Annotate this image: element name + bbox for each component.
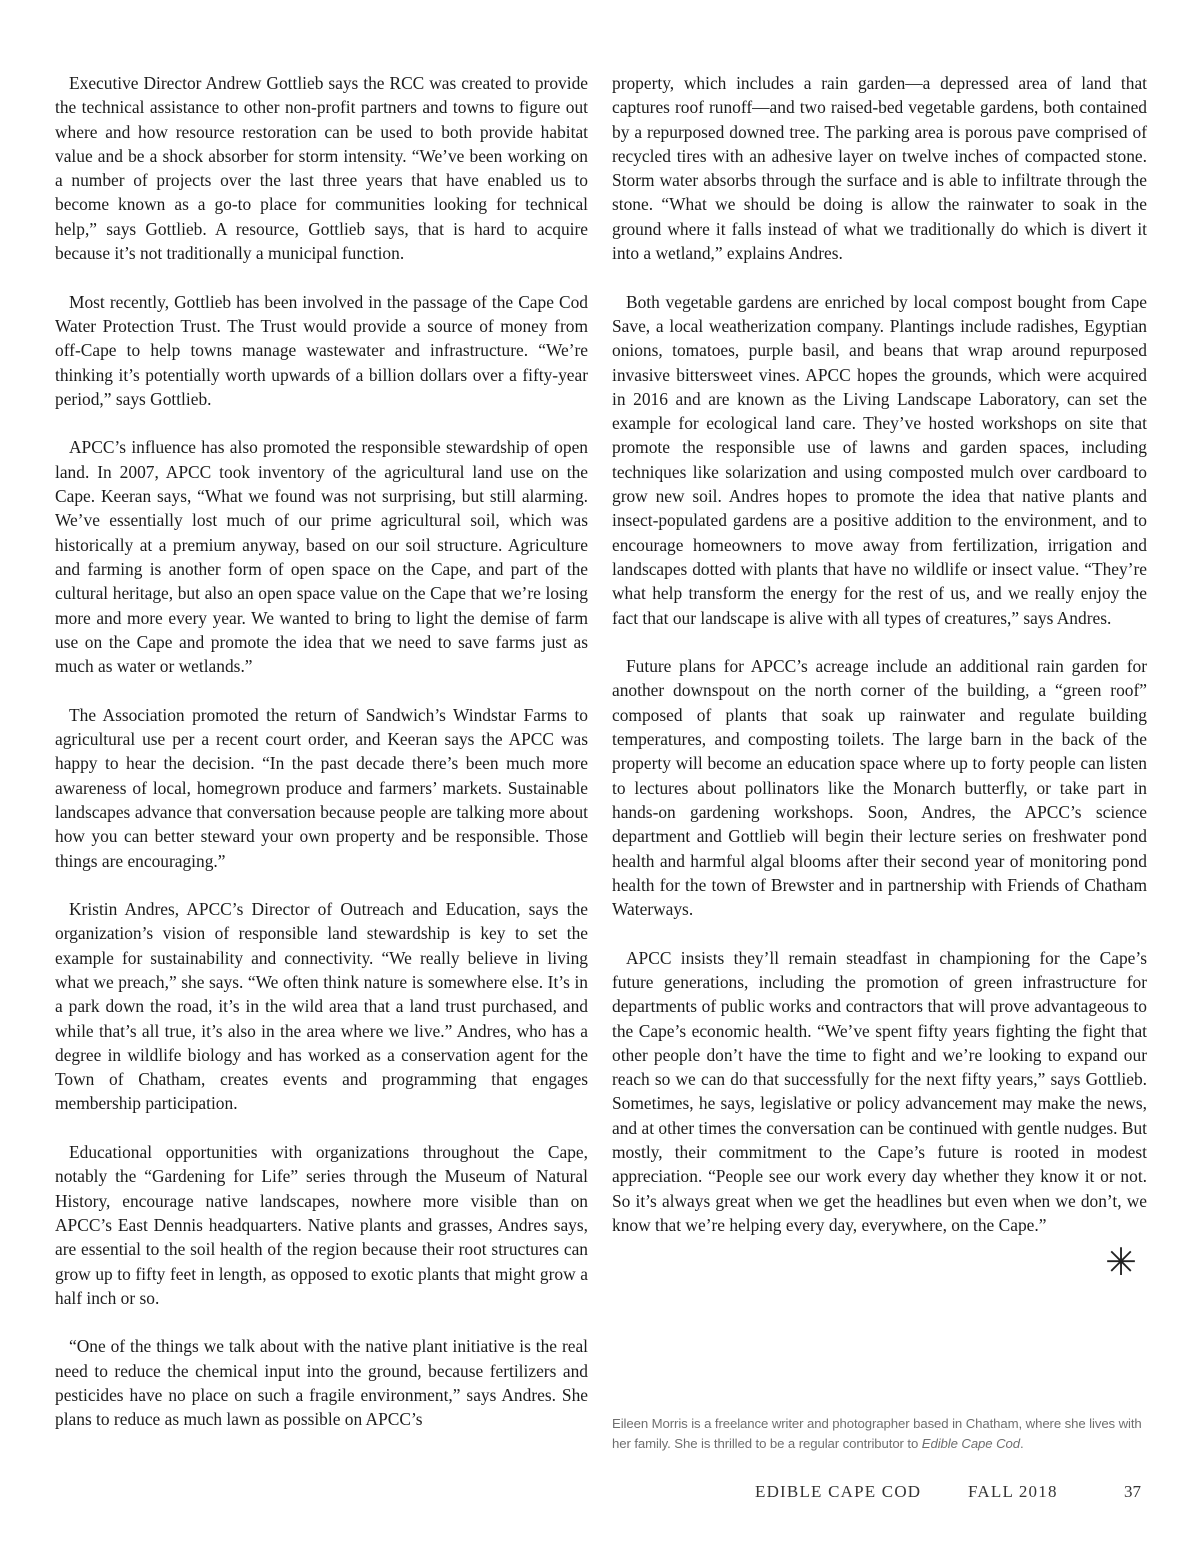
article-paragraph: Kristin Andres, APCC’s Director of Outreach and Education, says the organization’s vision of responsible land stewardship is key to set the example for sustainability and connectivity. “We really believe in living what we preach,” she says. “We often think nature is somewhere else. It’s in a park down the road, it’s in the wild area that a land trust purchased, and while that’s all true, it’s also in the area where we live.” Andres, who has a degree in wildlife biology and has worked as a conservation agent for the Town of Chatham, creates events and programming that engages membership participation. <box>55 899 588 1114</box>
article-paragraph: Future plans for APCC’s acreage include an additional rain garden for another downspout on the north corner of the building, a “green roof” composed of plants that soak up rainwater and regulate building temperatures, and composting toilets. The large barn in the back of the property will become an education space where up to forty people can listen to lectures about pollinators like the Monarch butterfly, or take part in hands-on gardening workshops. Soon, Andres, the APCC’s science department and Gottlieb will begin their lecture series on freshwater pond health and harmful algal blooms after their second year of monitoring pond health for the town of Brewster and in partnership with Friends of Chatham Waterways. <box>612 656 1147 920</box>
author-bio-text: Eileen Morris is a freelance writer and photographer based in Chatham, where she lives with her family. She is thrilled to be a regular contributor to <box>612 1416 1142 1451</box>
article-paragraph: Educational opportunities with organizations throughout the Cape, notably the “Gardening for Life” series through the Museum of Natural History, encourage native landscapes, nowhere more visible than on APCC’s East Dennis headquarters. Native plants and grasses, Andres says, are essential to the soil health of the region because their root structures can grow up to fifty feet in length, as opposed to exotic plants that might grow a half inch or so. <box>55 1142 588 1308</box>
article-column-left <box>55 71 588 1456</box>
footer-page-number: 37 <box>1124 1482 1141 1501</box>
author-bio-suffix: . <box>1020 1436 1024 1451</box>
author-bio-publication: Edible Cape Cod <box>921 1436 1020 1451</box>
article-paragraph: APCC’s influence has also promoted the responsible stewardship of open land. In 2007, APCC took inventory of the agricultural land use on the Cape. Keeran says, “What we found was not surprising, but still alarming. We’ve essentially lost much of our prime agricultural soil, which was historically at a premium anyway, based on our soil structure. Agriculture and farming is another form of open space on the Cape, and part of the cultural heritage, but also an open space value on the Cape that we’re losing more and more every year. We wanted to bring to light the demise of farm use on the Cape and promote the idea that we need to save farms just as much as water or wetlands.” <box>55 437 588 677</box>
article-paragraph: Executive Director Andrew Gottlieb says the RCC was created to provide the technical assistance to other non-profit partners and towns to figure out where and how resource restoration can be used to both provide habitat value and be a shock absorber for storm intensity. “We’ve been working on a number of projects over the last three years that have enabled us to become known as a go-to place for communities looking for technical help,” says Gottlieb. A resource, Gottlieb says, that is hard to acquire because it’s not traditionally a municipal function. <box>55 73 588 264</box>
end-of-article-asterisk-icon: ✳ <box>1105 1240 1137 1285</box>
article-column-right <box>612 71 1147 1285</box>
article-paragraph: The Association promoted the return of Sandwich’s Windstar Farms to agricultural use per a recent court order, and Keeran says the APCC was happy to hear the decision. “In the past decade there’s been much more awareness of local, homegrown produce and farmers’ markets. Sustainable landscapes advance that conversation because people are talking more about how you can better steward your own property and be responsible. Those things are encouraging.” <box>55 704 588 871</box>
footer-issue: FALL 2018 <box>968 1482 1058 1501</box>
article-paragraph: “One of the things we talk about with the native plant initiative is the real need to reduce the chemical input into the ground, because fertilizers and pesticides have no place on such a fragile environment,” says Andres. She plans to reduce as much lawn as possible on APCC’s <box>55 1336 588 1430</box>
article-paragraph: Most recently, Gottlieb has been involved in the passage of the Cape Cod Water Protection Trust. The Trust would provide a source of money from off-Cape to help towns manage wastewater and infrastructure. “We’re thinking it’s potentially worth upwards of a billion dollars over a fifty-year period,” says Gottlieb. <box>55 291 588 409</box>
article-paragraph: APCC insists they’ll remain steadfast in championing for the Cape’s future generations, including the promotion of green infrastructure for departments of public works and contractors that will prove advantageous to the Cape’s economic health. “We’ve spent fifty years fighting the fight that other people don’t have the time to fight and we’re looking to expand our reach so we can do that successfully for the next fifty years,” says Gottlieb. Sometimes, he says, legislative or policy advancement may make the news, and at other times the conversation can be continued with gentle nudges. But mostly, their commitment to the Cape’s future is rooted in modest appreciation. “People see our work every day whether they know it or not. So it’s always great when we get the headlines but even when we don’t, we know that we’re helping every day, everywhere, on the Cape.” <box>612 947 1147 1235</box>
article-paragraph-continued: property, which includes a rain garden—a depressed area of land that captures roof runoff—and two raised-bed vegetable gardens, both contained by a repurposed downed tree. The parking area is porous pave comprised of recycled tires with an adhesive layer on twelve inches of compacted stone. Storm water absorbs through the surface and is able to infiltrate through the stone. “What we should be doing is allow the rainwater to soak in the ground where it falls instead of what we traditionally do which is divert it into a wetland,” explains Andres. <box>612 73 1147 264</box>
footer-publication: EDIBLE CAPE COD <box>755 1482 922 1501</box>
article-paragraph: Both vegetable gardens are enriched by local compost bought from Cape Save, a local weatherization company. Plantings include radishes, Egyptian onions, tomatoes, purple basil, and beans that wrap around repurposed invasive bittersweet vines. APCC hopes the grounds, which were acquired in 2016 and are known as the Living Landscape Laboratory, can set the example for ecological land care. They’ve hosted workshops on site that promote the responsible use of lawns and garden spaces, including techniques like solarization and using composted mulch over cardboard to grow new soil. Andres hopes to promote the idea that native plants and insect-populated gardens are a positive addition to the environment, and to encourage homeowners to move away from fertilization, irrigation and landscapes dotted with plants that have no wildlife or insect value. “They’re what help transform the energy for the rest of us, and we really enjoy the fact that our landscape is alive with all types of creatures,” says Andres. <box>612 291 1147 628</box>
author-bio <box>612 1414 1147 1454</box>
